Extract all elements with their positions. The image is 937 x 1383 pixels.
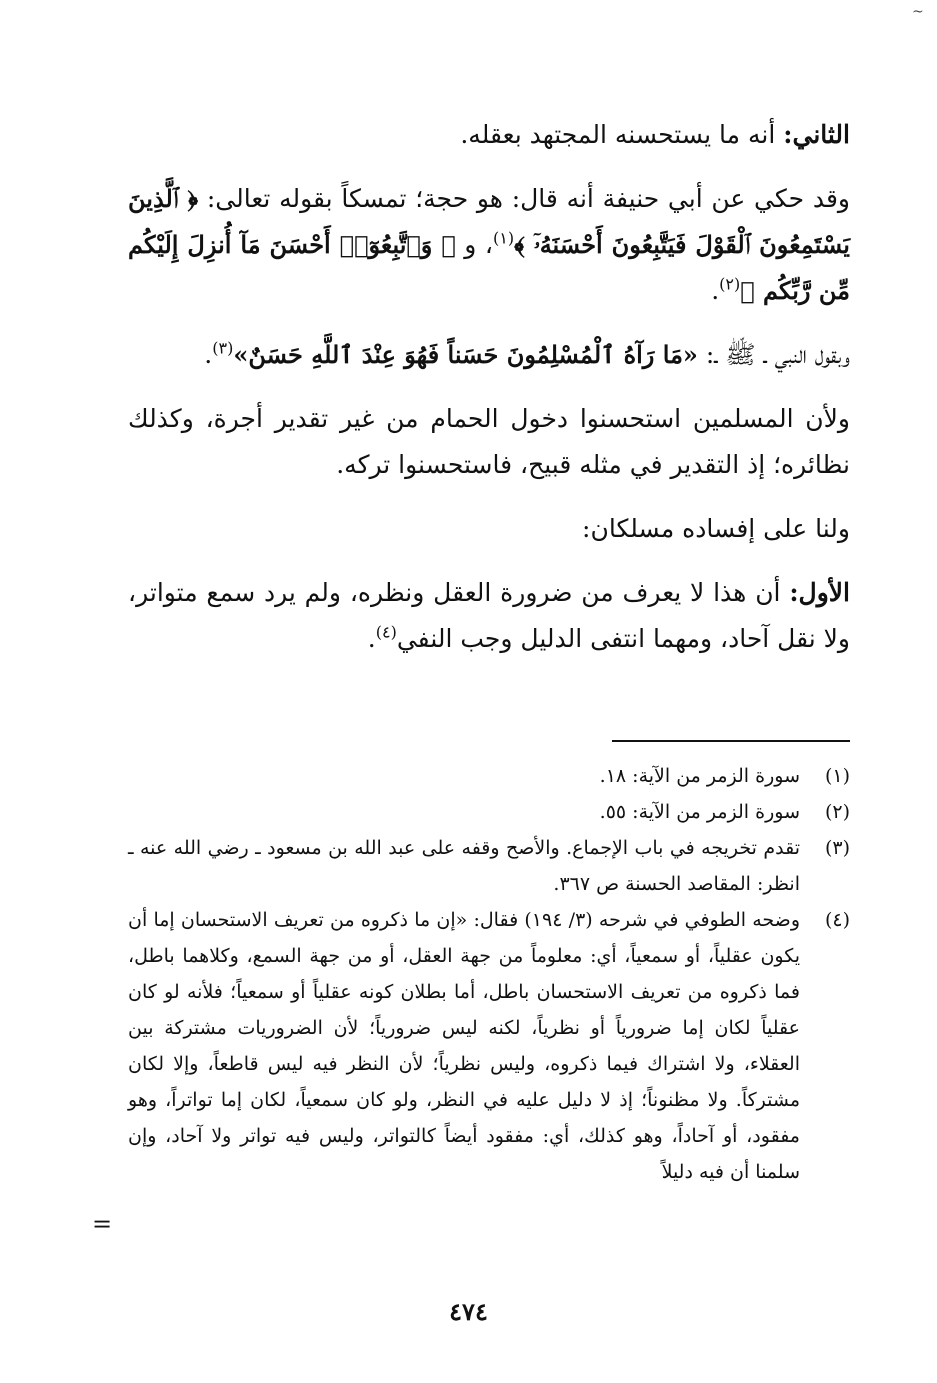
paragraph-text: أن هذا لا يعرف من ضرورة العقل ونظره، ولم يرد سمع متواتر، ولا نقل آحاد، ومهما انتفى الدليل وجب النفي xyxy=(128,578,850,653)
paragraph-text: وبقول النبي ـ ﷺ ـ: xyxy=(697,340,850,369)
paragraph-abu-hanifa: وقد حكي عن أبي حنيفة أنه قال: هو حجة؛ تمسكاً بقوله تعالى: ﴿ ٱلَّذِينَ يَسْتَمِعُونَ ٱلْقَوْلَ فَيَتَّبِعُونَ أَحْسَنَهُۥٓ ﴾$^{(١)}$، و ﴿ وَٱتَّبِعُوٓا۟ أَحْسَنَ مَآ أُنزِلَ إِلَيْكُم مِّن رَّبِّكُم ﴾$^{(٢)}$. xyxy=(128,184,851,305)
paragraph-hadith: وبقول النبي ـ ﷺ ـ: «مَا رَآهُ ٱلْمُسْلِمُونَ حَسَناً فَهُوَ عِنْدَ ٱللَّهِ حَسَنٌ»$^{(٣)}$. xyxy=(204,338,850,369)
paragraph-first-path: الأول: أن هذا لا يعرف من ضرورة العقل ونظره، ولم يرد سمع متواتر، ولا نقل آحاد، ومهما انتفى الدليل وجب النفي$^{(٤)}$. xyxy=(128,578,850,653)
footnote-ref: (٤) xyxy=(375,622,397,642)
footnote-3 xyxy=(128,830,850,902)
paragraph-text: أنه ما يستحسنه المجتهد بعقله. xyxy=(460,120,784,149)
footnote-4 xyxy=(128,902,850,1190)
footnotes xyxy=(128,758,850,1190)
footnote-text: تقدم تخريجه في باب الإجماع. والأصح وقفه على عبد الله بن مسعود ـ رضي الله عنه ـ انظر: المقاصد الحسنة ص ٣٦٧. xyxy=(128,837,800,895)
footnote-text: سورة الزمر من الآية: ٥٥. xyxy=(599,801,800,823)
conjunction: ، و xyxy=(455,230,493,259)
footnote-number: (١) xyxy=(824,765,850,787)
footnote-number: (٤) xyxy=(824,909,850,931)
paragraph-two-paths: ولنا على إفساده مسلكان: xyxy=(582,514,850,543)
continuation-mark: = xyxy=(92,1210,113,1238)
paragraph-second-definition xyxy=(128,112,850,158)
footnote-divider xyxy=(612,740,850,742)
main-text xyxy=(128,112,850,662)
footnote-number: (٢) xyxy=(824,801,850,823)
footnote-ref: (١) xyxy=(493,228,515,248)
footnote-text: وضحه الطوفي في شرحه (٣/ ١٩٤) فقال: «إن ما ذكروه من تعريف الاستحسان إما أن يكون عقلياً، أو سمعياً، أي: معلوماً من جهة العقل، أو من جهة السمع، وكلاهما باطل، فما ذكروه من تعريف الاستحسان باطل، أما بطلان كونه عقلياً أو سمعياً؛ فلأنه لو كان عقلياً لكان إما ضرورياً أو نظرياً، لكنه ليس ضرورياً؛ لأن الضروريات مشتركة بين العقلاء، ولا اشتراك فيما ذكروه، وليس نظرياً؛ لأن النظر فيه ليس قاطعاً، وإلا لكان مشتركاً. ولا مظنوناً؛ إذ لا دليل عليه في النظر، ولو كان سمعياً، لكان إما تواتراً، وهو مفقود، أو آحاداً، وهو كذلك، أي: مفقود أيضاً كالتواتر، وليس فيه تواتر ولا آحاد، وإن سلمنا أن فيه دليلاً xyxy=(128,909,800,1183)
page-number: ٤٧٤ xyxy=(449,1297,488,1326)
footnote-ref: (٣) xyxy=(212,338,234,358)
quran-verse: ﴿ وَٱتَّبِعُوٓا۟ أَحْسَنَ مَآ أُنزِلَ إِلَيْكُم مِّن رَّبِّكُم ﴾ xyxy=(128,230,850,305)
paragraph-bathhouse: ولأن المسلمين استحسنوا دخول الحمام من غير تقدير أجرة، وكذلك نظائره؛ إذ التقدير في مثله قبيح، فاستحسنوا تركه. xyxy=(128,404,850,479)
footnote-1 xyxy=(128,758,850,794)
footnote-number: (٣) xyxy=(824,837,850,859)
term-label: الثاني: xyxy=(783,120,850,149)
footnote-ref: (٢) xyxy=(719,274,741,294)
paragraph-text: وقد حكي عن أبي حنيفة أنه قال: هو حجة؛ تمسكاً بقوله تعالى: xyxy=(206,184,851,213)
quran-verse: ﴿ ٱلَّذِينَ يَسْتَمِعُونَ ٱلْقَوْلَ فَيَتَّبِعُونَ أَحْسَنَهُۥٓ ﴾ xyxy=(128,184,850,259)
footnote-2 xyxy=(128,794,850,830)
footnote-text: سورة الزمر من الآية: ١٨. xyxy=(599,765,800,787)
term-label: الأول: xyxy=(789,578,850,607)
corner-mark: ~ xyxy=(912,4,924,20)
hadith-text: «مَا رَآهُ ٱلْمُسْلِمُونَ حَسَناً فَهُوَ عِنْدَ ٱللَّهِ حَسَنٌ» xyxy=(233,340,698,369)
